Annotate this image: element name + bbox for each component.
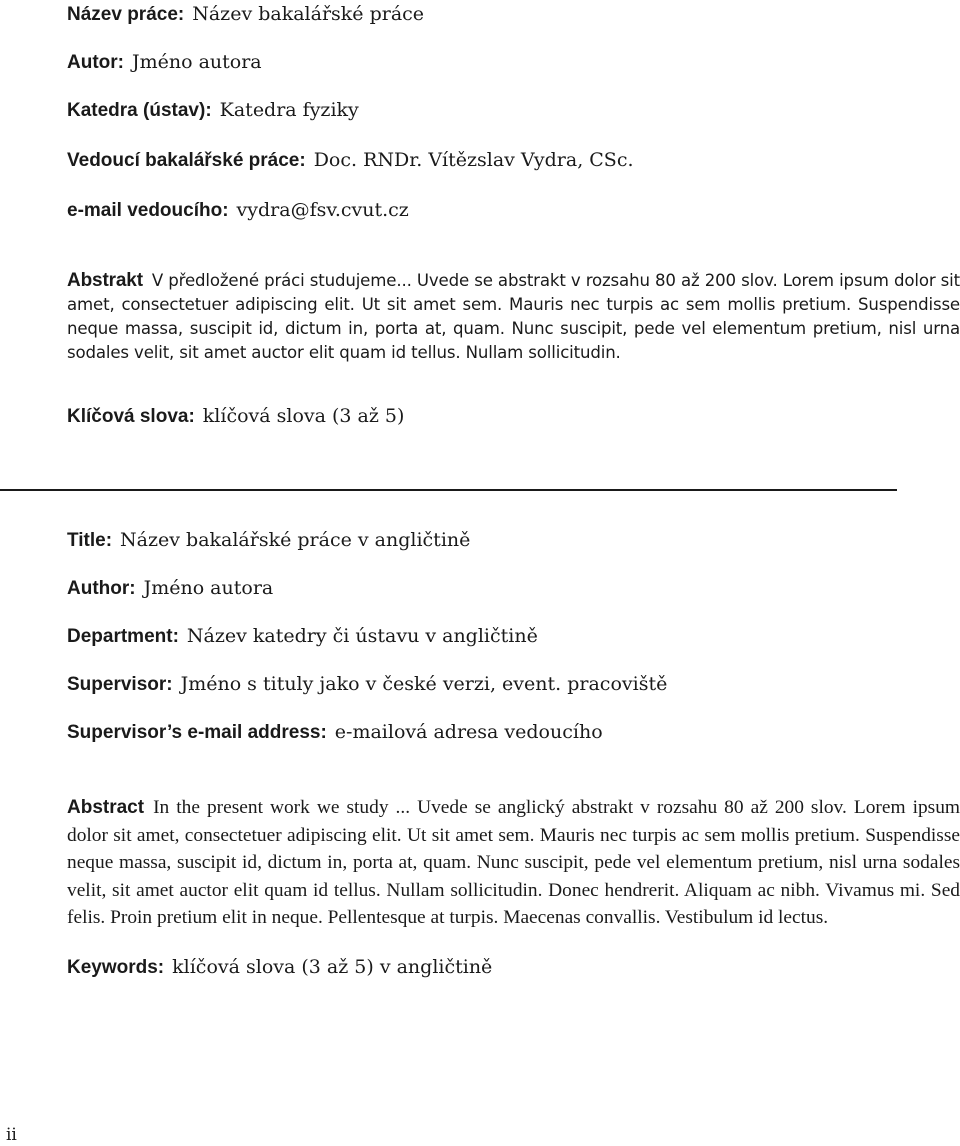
en-department-label: Department:	[67, 626, 179, 647]
cz-supervisor-label: Vedoucí bakalářské práce:	[67, 150, 306, 171]
cz-keywords-value: klíčová slova (3 až 5)	[202, 405, 405, 427]
cz-title-label: Název práce:	[67, 4, 185, 25]
cz-keywords-label: Klíčová slova:	[67, 406, 195, 427]
en-keywords-label: Keywords:	[67, 957, 165, 978]
cz-title-field	[67, 2, 950, 27]
cz-email-field	[67, 198, 950, 223]
cz-email-label: e-mail vedoucího:	[67, 200, 229, 221]
en-keywords-field	[67, 955, 950, 980]
en-supervisor-field	[67, 672, 950, 697]
en-abstract	[67, 794, 960, 932]
en-title-label: Title:	[67, 530, 113, 551]
en-email-field	[67, 720, 950, 745]
cz-department-field	[67, 98, 950, 123]
en-abstract-text: In the present work we study ... Uvede se anglický abstrakt v rozsahu 80 až 200 slov. Lorem ipsum dolor sit amet, consectetuer adipiscing elit. Ut sit amet sem. Mauris nec turpis ac sem mollis pretium. Suspendisse neque massa, suscipit id, dictum in, porta at, quam. Nunc suscipit, pede vel elementum pretium, nisl urna sodales velit, sit amet auctor elit quam id tellus. Nullam sollicitudin. Donec hendrerit. Aliquam ac nibh. Vivamus mi. Sed felis. Proin pretium elit in neque. Pellentesque at turpis. Maecenas convallis. Vestibulum id lectus.	[67, 797, 960, 929]
en-author-value: Jméno autora	[143, 577, 274, 599]
cz-author-label: Autor:	[67, 52, 124, 73]
en-author-label: Author:	[67, 578, 136, 599]
cz-supervisor-value: Doc. RNDr. Vítězslav Vydra, CSc.	[313, 149, 634, 171]
cz-supervisor-field	[67, 148, 950, 173]
cz-abstract-text: V předložené práci studujeme... Uvede se abstrakt v rozsahu 80 až 200 slov. Lorem ipsum dolor sit amet, consectetuer adipiscing elit. Ut sit amet sem. Mauris nec turpis ac sem mollis pretium. Suspendisse neque massa, suscipit id, dictum in, porta at, quam. Nunc suscipit, pede vel elementum pretium, nisl urna sodales velit, sit amet auctor elit quam id tellus. Nullam sollicitudin.	[67, 271, 960, 362]
en-author-field	[67, 576, 950, 601]
en-keywords-value: klíčová slova (3 až 5) v angličtině	[172, 956, 493, 978]
cz-abstract-label: Abstrakt	[67, 270, 143, 291]
cz-department-label: Katedra (ústav):	[67, 100, 212, 121]
cz-author-value: Jméno autora	[131, 51, 262, 73]
en-email-value: e-mailová adresa vedoucího	[334, 721, 603, 743]
cz-author-field	[67, 50, 950, 75]
cz-keywords-field	[67, 404, 950, 429]
cz-department-value: Katedra fyziky	[219, 99, 359, 121]
cz-email-value: vydra@fsv.cvut.cz	[236, 199, 409, 221]
en-supervisor-value: Jméno s tituly jako v české verzi, event. pracoviště	[180, 673, 668, 695]
en-title-field	[67, 528, 950, 553]
en-title-value: Název bakalářské práce v angličtině	[120, 529, 471, 551]
en-department-field	[67, 624, 950, 649]
cz-abstract	[67, 269, 960, 365]
en-email-label: Supervisor’s e-mail address:	[67, 722, 327, 743]
section-divider	[0, 489, 897, 491]
page-number: ii	[6, 1125, 17, 1145]
en-supervisor-label: Supervisor:	[67, 674, 173, 695]
en-abstract-label: Abstract	[67, 797, 145, 818]
cz-title-value: Název bakalářské práce	[192, 3, 425, 25]
en-department-value: Název katedry či ústavu v angličtině	[186, 625, 538, 647]
